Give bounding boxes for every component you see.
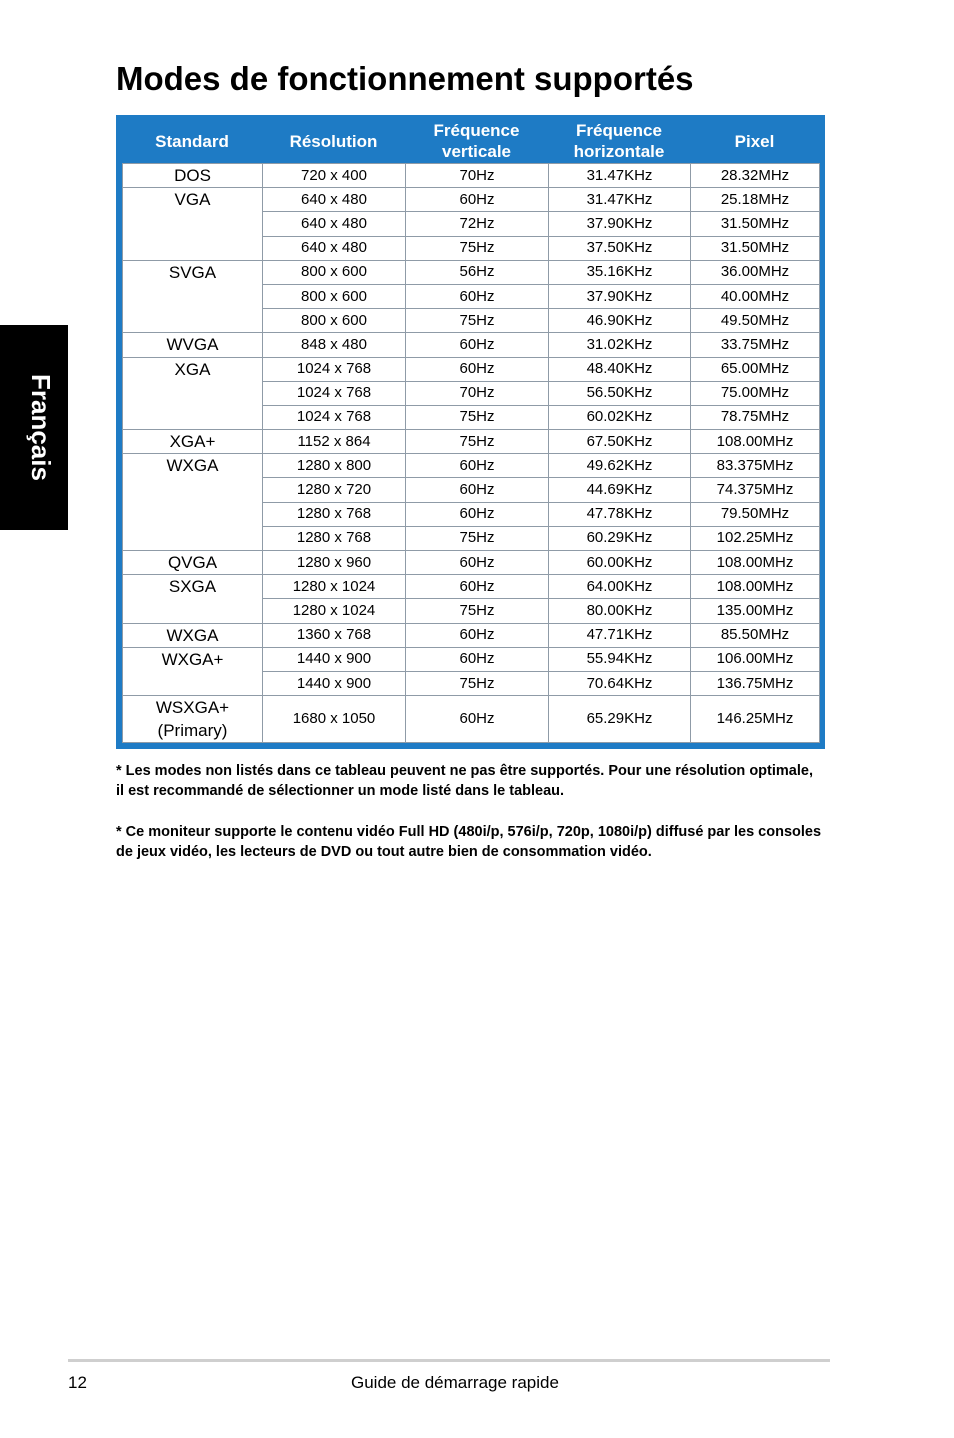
horizontal-frequency-cell: 60.02KHz: [549, 405, 691, 429]
pixel-clock-cell: 40.00MHz: [691, 284, 820, 308]
vertical-frequency-cell: 75Hz: [406, 309, 549, 333]
resolution-cell: 640 x 480: [263, 236, 406, 260]
footer-rule: [68, 1359, 830, 1362]
footnote-line: * Les modes non listés dans ce tableau peuvent ne pas être supportés. Pour une résolution optimale,: [116, 763, 813, 779]
resolution-cell: 1440 x 900: [263, 647, 406, 671]
vertical-frequency-cell: 60Hz: [406, 575, 549, 599]
column-header-vertical-frequency: Fréquence verticale: [433, 121, 520, 161]
pixel-clock-cell: 25.18MHz: [691, 188, 820, 212]
horizontal-frequency-cell: 37.90KHz: [549, 212, 691, 236]
table-row: [123, 551, 820, 575]
resolution-cell: 1680 x 1050: [263, 696, 406, 743]
modes-table-body: [122, 163, 820, 743]
horizontal-frequency-cell: 47.71KHz: [549, 623, 691, 647]
vertical-frequency-cell: 75Hz: [406, 526, 549, 550]
vertical-frequency-cell: 60Hz: [406, 696, 549, 743]
standard-cell: XGA: [123, 357, 263, 430]
horizontal-frequency-cell: 31.47KHz: [549, 188, 691, 212]
footnote: [116, 761, 821, 801]
pixel-clock-cell: 78.75MHz: [691, 405, 820, 429]
resolution-cell: 1024 x 768: [263, 381, 406, 405]
resolution-cell: 800 x 600: [263, 260, 406, 284]
resolution-cell: 720 x 400: [263, 164, 406, 188]
horizontal-frequency-cell: 46.90KHz: [549, 309, 691, 333]
resolution-cell: 1280 x 1024: [263, 575, 406, 599]
language-tab: [0, 325, 68, 530]
standard-cell: SVGA: [123, 260, 263, 333]
table-row: [123, 575, 820, 599]
page-title: Modes de fonctionnement supportés: [116, 60, 694, 97]
horizontal-frequency-cell: 31.02KHz: [549, 333, 691, 357]
resolution-cell: 1280 x 800: [263, 454, 406, 478]
resolution-cell: 640 x 480: [263, 188, 406, 212]
standard-cell: WXGA: [123, 454, 263, 551]
pixel-clock-cell: 31.50MHz: [691, 212, 820, 236]
resolution-cell: 800 x 600: [263, 284, 406, 308]
standard-cell: WSXGA+ (Primary): [123, 696, 263, 743]
page-number: 12: [68, 1373, 87, 1392]
vertical-frequency-cell: 60Hz: [406, 357, 549, 381]
pixel-clock-cell: 106.00MHz: [691, 647, 820, 671]
vertical-frequency-cell: 60Hz: [406, 284, 549, 308]
vertical-frequency-cell: 60Hz: [406, 623, 549, 647]
resolution-cell: 1280 x 960: [263, 551, 406, 575]
horizontal-frequency-cell: 67.50KHz: [549, 430, 691, 454]
vertical-frequency-cell: 56Hz: [406, 260, 549, 284]
vertical-frequency-cell: 75Hz: [406, 671, 549, 695]
horizontal-frequency-cell: 56.50KHz: [549, 381, 691, 405]
footnote-line: de jeux vidéo, les lecteurs de DVD ou tout autre bien de consommation vidéo.: [116, 844, 652, 860]
vertical-frequency-cell: 75Hz: [406, 236, 549, 260]
table-row: [123, 188, 820, 212]
resolution-cell: 1280 x 768: [263, 502, 406, 526]
footnote-line: il est recommandé de sélectionner un mode listé dans le tableau.: [116, 783, 565, 799]
standard-cell: VGA: [123, 188, 263, 261]
pixel-clock-cell: 85.50MHz: [691, 623, 820, 647]
pixel-clock-cell: 136.75MHz: [691, 671, 820, 695]
vertical-frequency-cell: 60Hz: [406, 333, 549, 357]
table-row: [123, 454, 820, 478]
vertical-frequency-cell: 70Hz: [406, 381, 549, 405]
vertical-frequency-cell: 60Hz: [406, 454, 549, 478]
table-row: [123, 333, 820, 357]
standard-cell: WXGA: [123, 623, 263, 647]
horizontal-frequency-cell: 47.78KHz: [549, 502, 691, 526]
pixel-clock-cell: 75.00MHz: [691, 381, 820, 405]
resolution-cell: 800 x 600: [263, 309, 406, 333]
column-header-pixel: Pixel: [734, 131, 775, 151]
supported-modes-table: [116, 115, 825, 749]
table-row: [123, 260, 820, 284]
standard-cell: SXGA: [123, 575, 263, 623]
horizontal-frequency-cell: 55.94KHz: [549, 647, 691, 671]
resolution-cell: 1360 x 768: [263, 623, 406, 647]
horizontal-frequency-cell: 60.29KHz: [549, 526, 691, 550]
pixel-clock-cell: 28.32MHz: [691, 164, 820, 188]
pixel-clock-cell: 65.00MHz: [691, 357, 820, 381]
pixel-clock-cell: 135.00MHz: [691, 599, 820, 623]
pixel-clock-cell: 83.375MHz: [691, 454, 820, 478]
resolution-cell: 640 x 480: [263, 212, 406, 236]
horizontal-frequency-cell: 65.29KHz: [549, 696, 691, 743]
pixel-clock-cell: 102.25MHz: [691, 526, 820, 550]
vertical-frequency-cell: 60Hz: [406, 478, 549, 502]
standard-cell: WXGA+: [123, 647, 263, 695]
pixel-clock-cell: 33.75MHz: [691, 333, 820, 357]
standard-cell: DOS: [123, 164, 263, 188]
resolution-cell: 1440 x 900: [263, 671, 406, 695]
column-header-resolution: Résolution: [289, 131, 378, 151]
column-header-horizontal-frequency: Fréquence horizontale: [573, 121, 665, 161]
table-row: [123, 430, 820, 454]
vertical-frequency-cell: 75Hz: [406, 430, 549, 454]
resolution-cell: 1280 x 768: [263, 526, 406, 550]
vertical-frequency-cell: 70Hz: [406, 164, 549, 188]
table-row: [123, 696, 820, 743]
vertical-frequency-cell: 75Hz: [406, 405, 549, 429]
pixel-clock-cell: 49.50MHz: [691, 309, 820, 333]
horizontal-frequency-cell: 31.47KHz: [549, 164, 691, 188]
horizontal-frequency-cell: 64.00KHz: [549, 575, 691, 599]
pixel-clock-cell: 108.00MHz: [691, 430, 820, 454]
resolution-cell: 848 x 480: [263, 333, 406, 357]
pixel-clock-cell: 108.00MHz: [691, 551, 820, 575]
table-row: [123, 647, 820, 671]
pixel-clock-cell: 74.375MHz: [691, 478, 820, 502]
pixel-clock-cell: 79.50MHz: [691, 502, 820, 526]
vertical-frequency-cell: 60Hz: [406, 502, 549, 526]
resolution-cell: 1024 x 768: [263, 357, 406, 381]
pixel-clock-cell: 146.25MHz: [691, 696, 820, 743]
standard-cell: QVGA: [123, 551, 263, 575]
horizontal-frequency-cell: 80.00KHz: [549, 599, 691, 623]
table-row: [123, 357, 820, 381]
resolution-cell: 1280 x 1024: [263, 599, 406, 623]
footnotes: [116, 761, 821, 883]
vertical-frequency-cell: 60Hz: [406, 188, 549, 212]
footer-title: Guide de démarrage rapide: [351, 1373, 559, 1392]
pixel-clock-cell: 36.00MHz: [691, 260, 820, 284]
vertical-frequency-cell: 75Hz: [406, 599, 549, 623]
table-header-row: [122, 115, 819, 163]
pixel-clock-cell: 31.50MHz: [691, 236, 820, 260]
horizontal-frequency-cell: 48.40KHz: [549, 357, 691, 381]
horizontal-frequency-cell: 37.50KHz: [549, 236, 691, 260]
horizontal-frequency-cell: 60.00KHz: [549, 551, 691, 575]
standard-cell: XGA+: [123, 430, 263, 454]
footnote-line: * Ce moniteur supporte le contenu vidéo Full HD (480i/p, 576i/p, 720p, 1080i/p) diffusé par les consoles: [116, 824, 822, 840]
horizontal-frequency-cell: 44.69KHz: [549, 478, 691, 502]
resolution-cell: 1152 x 864: [263, 430, 406, 454]
resolution-cell: 1280 x 720: [263, 478, 406, 502]
language-tab-label: Français: [26, 374, 56, 481]
standard-cell: WVGA: [123, 333, 263, 357]
horizontal-frequency-cell: 49.62KHz: [549, 454, 691, 478]
vertical-frequency-cell: 72Hz: [406, 212, 549, 236]
horizontal-frequency-cell: 37.90KHz: [549, 284, 691, 308]
footnote: [116, 822, 821, 862]
table-row: [123, 623, 820, 647]
table-row: [123, 164, 820, 188]
column-header-standard: Standard: [155, 131, 229, 151]
resolution-cell: 1024 x 768: [263, 405, 406, 429]
vertical-frequency-cell: 60Hz: [406, 647, 549, 671]
horizontal-frequency-cell: 35.16KHz: [549, 260, 691, 284]
vertical-frequency-cell: 60Hz: [406, 551, 549, 575]
horizontal-frequency-cell: 70.64KHz: [549, 671, 691, 695]
pixel-clock-cell: 108.00MHz: [691, 575, 820, 599]
